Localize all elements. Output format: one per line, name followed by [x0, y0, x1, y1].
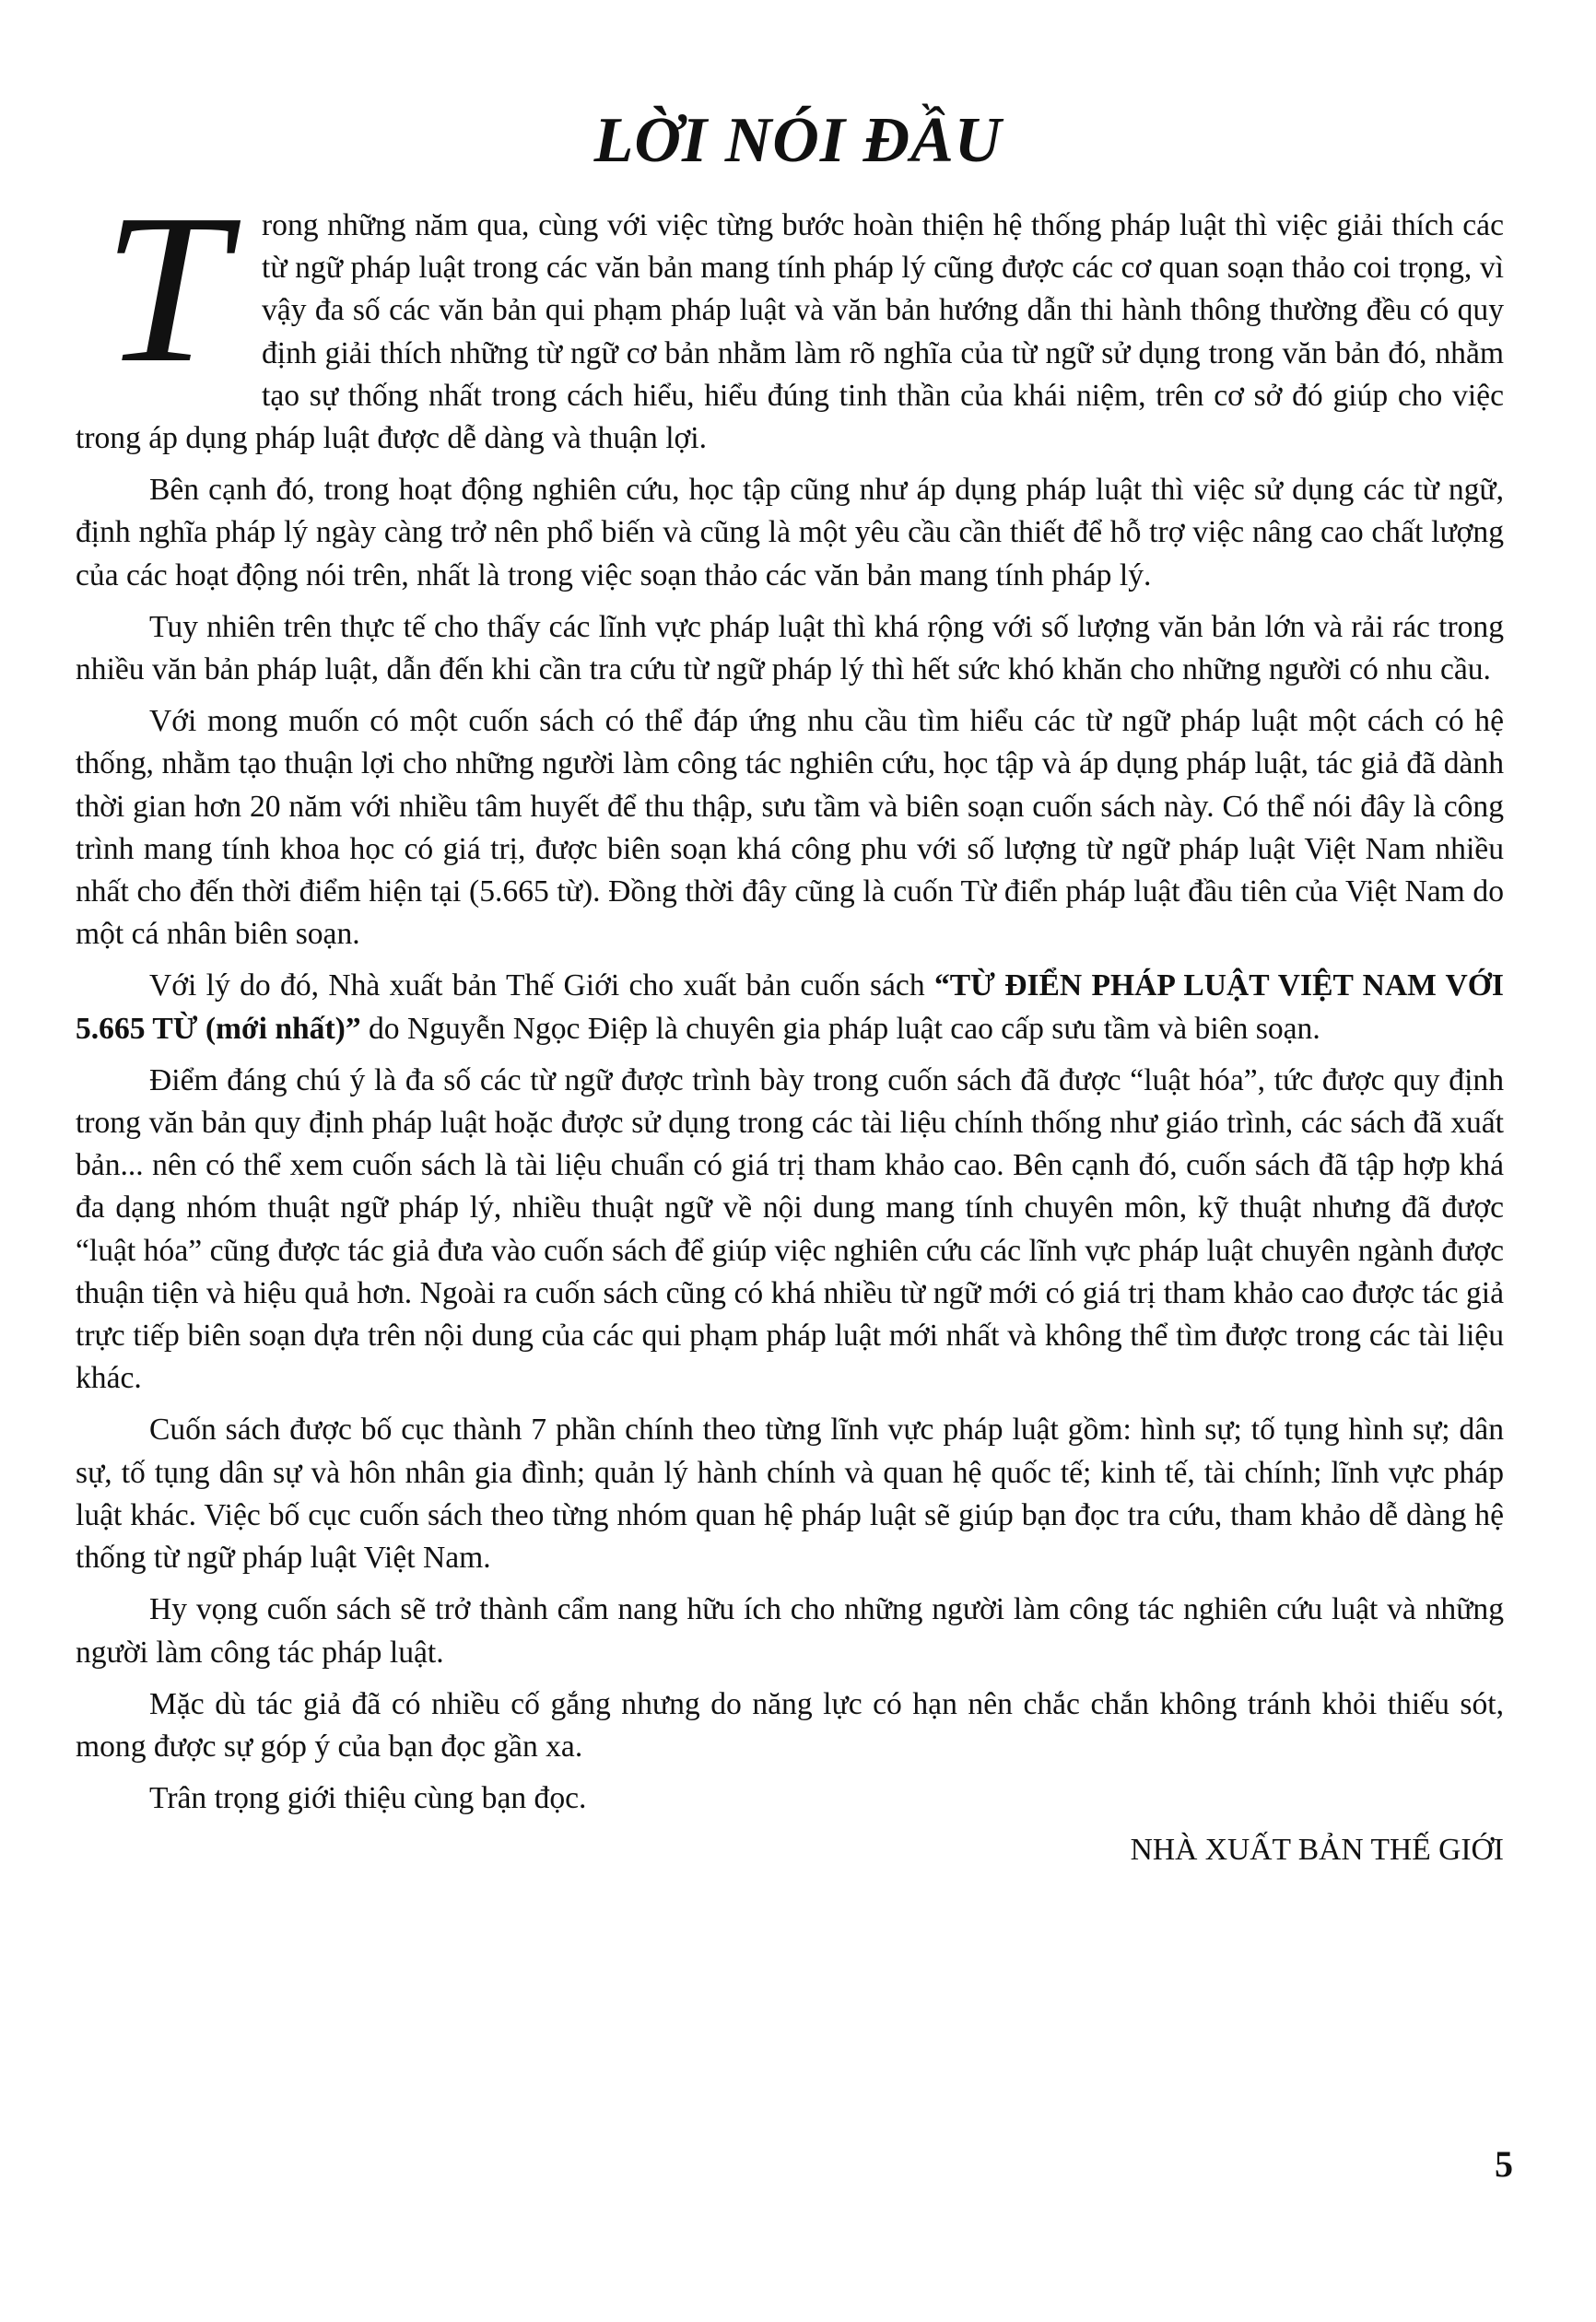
paragraph-4: Với mong muốn có một cuốn sách có thể đáp ứng nhu cầu tìm hiểu các từ ngữ pháp luật một cách có hệ thống, nhằm tạo thuận lợi cho những người làm công tác nghiên cứu, học tập và áp dụng pháp luật, tác giả đã dành thời gian hơn 20 năm với nhiều tâm huyết để thu thập, sưu tầm và biên soạn cuốn sách này. Có thể nói đây là công trình mang tính khoa học có giá trị, được biên soạn khá công phu với số lượng từ ngữ pháp luật Việt Nam nhiều nhất cho đến thời điểm hiện tại (5.665 từ). Đồng thời đây cũng là cuốn Từ điển pháp luật đầu tiên của Việt Nam do một cá nhân biên soạn.	[76, 704, 1504, 952]
page-title: LỜI NÓI ĐẦU	[593, 105, 1003, 176]
paragraph-7: Cuốn sách được bố cục thành 7 phần chính theo từng lĩnh vực pháp luật gồm: hình sự; tố tụng hình sự; dân sự, tố tụng dân sự và hôn nhân gia đình; quản lý hành chính và quan hệ quốc tế; kinh tế, tài chính; lĩnh vực pháp luật khác. Việc bố cục cuốn sách theo từng nhóm quan hệ pháp luật sẽ giúp bạn đọc tra cứu, tham khảo dễ dàng hệ thống từ ngữ pháp luật Việt Nam.	[76, 1413, 1504, 1576]
paragraph-3: Tuy nhiên trên thực tế cho thấy các lĩnh vực pháp luật thì khá rộng với số lượng văn bản lớn và rải rác trong nhiều văn bản pháp luật, dẫn đến khi cần tra cứu từ ngữ pháp lý thì hết sức khó khăn cho những người có nhu cầu.	[76, 609, 1504, 687]
paragraph-5-tail: do Nguyễn Ngọc Điệp là chuyên gia pháp luật cao cấp sưu tầm và biên soạn.	[360, 1011, 1320, 1046]
paragraph-5	[76, 965, 1504, 1050]
paragraph-1-text: rong những năm qua, cùng với việc từng bước hoàn thiện hệ thống pháp luật thì việc giải thích các từ ngữ pháp luật trong các văn bản mang tính pháp lý cũng được các cơ quan soạn thảo coi trọng, vì vậy đa số các văn bản qui phạm pháp luật và văn bản hướng dẫn thi hành thông thường đều có quy định giải thích những từ ngữ cơ bản nhằm làm rõ nghĩa của từ ngữ sử dụng trong văn bản đó, nhằm tạo sự thống nhất trong cách hiểu, hiểu đúng tinh thần của khái niệm, trên cơ sở đó giúp cho việc trong áp dụng pháp luật được dễ dàng và thuận lợi.	[76, 208, 1504, 456]
paragraph-8: Hy vọng cuốn sách sẽ trở thành cẩm nang hữu ích cho những người làm công tác nghiên cứu luật và những người làm công tác pháp luật.	[76, 1592, 1504, 1670]
paragraph-5-lead: Với lý do đó, Nhà xuất bản Thế Giới cho xuất bản cuốn sách	[149, 968, 934, 1003]
paragraph-9: Mặc dù tác giả đã có nhiều cố gắng nhưng do năng lực có hạn nên chắc chắn không tránh khỏi thiếu sót, mong được sự góp ý của bạn đọc gần xa.	[76, 1686, 1504, 1764]
paragraph-2: Bên cạnh đó, trong hoạt động nghiên cứu, học tập cũng như áp dụng pháp luật thì việc sử dụng các từ ngữ, định nghĩa pháp lý ngày càng trở nên phổ biến và cũng là một yêu cầu cần thiết để hỗ trợ việc nâng cao chất lượng của các hoạt động nói trên, nhất là trong việc soạn thảo các văn bản mang tính pháp lý.	[76, 473, 1504, 592]
paragraph-1	[76, 170, 1504, 460]
paragraph-10: Trân trọng giới thiệu cùng bạn đọc.	[149, 1781, 587, 1816]
book-title-bold: “TỪ ĐIỂN PHÁP LUẬT VIỆT NAM VỚI 5.665 TỪ (mới nhất)”	[76, 968, 1504, 1046]
preface-body	[76, 170, 1504, 1903]
page-number: 5	[1495, 2143, 1513, 2185]
drop-cap-letter: T	[102, 170, 228, 407]
paragraph-6: Điểm đáng chú ý là đa số các từ ngữ được trình bày trong cuốn sách đã được “luật hóa”, tức được quy định trong văn bản quy định pháp luật hoặc được sử dụng trong các tài liệu chính thống như giáo trình, các sách đã xuất bản... nên có thể xem cuốn sách là tài liệu chuẩn có giá trị tham khảo cao. Bên cạnh đó, cuốn sách đã tập hợp khá đa dạng nhóm thuật ngữ pháp lý, nhiều thuật ngữ về nội dung mang tính chuyên môn, kỹ thuật nhưng đã được “luật hóa” cũng được tác giả đưa vào cuốn sách để giúp việc nghiên cứu các lĩnh vực pháp luật chuyên ngành được thuận tiện và hiệu quả hơn. Ngoài ra cuốn sách cũng có khá nhiều từ ngữ mới có giá trị tham khảo cao được tác giả trực tiếp biên soạn dựa trên nội dung của các qui phạm pháp luật mới nhất và không thể tìm được trong các tài liệu khác.	[76, 1062, 1504, 1396]
publisher-signature: NHÀ XUẤT BẢN THẾ GIỚI	[1130, 1833, 1504, 1868]
